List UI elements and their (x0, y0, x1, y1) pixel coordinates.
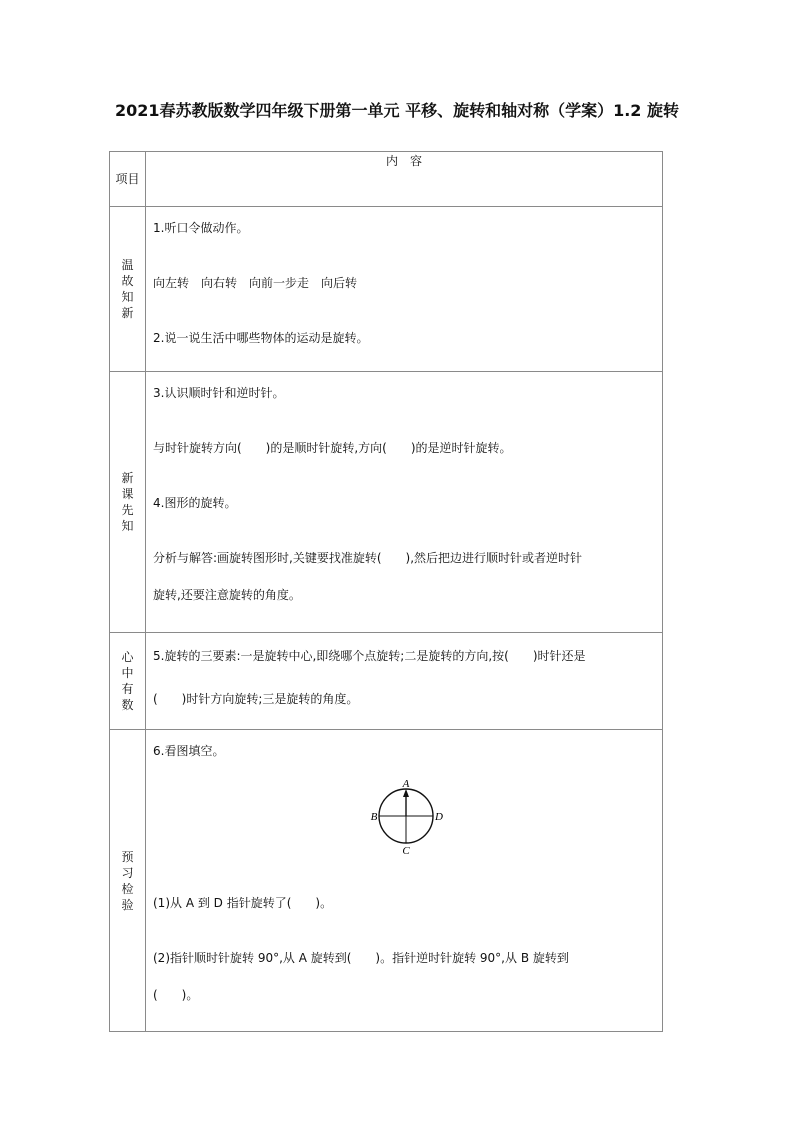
rotation-diagram (361, 776, 451, 856)
section-label: 温故知新 (110, 207, 146, 372)
header-item: 项目 (110, 152, 146, 207)
section-content (146, 633, 663, 730)
label-d: D (434, 811, 443, 823)
section-content (146, 207, 663, 372)
text-line: 分析与解答:画旋转图形时,关键要找准旋转( ),然后把边进行顺时针或者逆时针 (153, 551, 583, 565)
text-line: 3.认识顺时针和逆时针。 (153, 386, 285, 400)
section-content (146, 730, 663, 1032)
table-header-row (110, 152, 663, 207)
text-line: 6.看图填空。 (153, 744, 225, 758)
label-a: A (402, 778, 409, 790)
header-content: 内 容 (146, 152, 663, 207)
section-content (146, 372, 663, 633)
label-b: B (370, 811, 377, 823)
text-line: 与时针旋转方向( )的是顺时针旋转,方向( )的是逆时针旋转。 (153, 441, 512, 455)
label-c: C (401, 845, 410, 856)
text-line: 4.图形的旋转。 (153, 496, 237, 510)
section-label: 心中有数 (110, 633, 146, 730)
document-title: 2021春苏教版数学四年级下册第一单元 平移、旋转和轴对称（学案）1.2 旋转 (114, 101, 680, 120)
section-label: 新课先知 (110, 372, 146, 633)
section-summary (110, 633, 663, 730)
section-label: 预习检验 (110, 730, 146, 1032)
text-line: 旋转,还要注意旋转的角度。 (153, 588, 301, 602)
text-line: 向左转 向右转 向前一步走 向后转 (153, 276, 358, 290)
text-line: (1)从 A 到 D 指针旋转了( )。 (153, 896, 333, 910)
lesson-table (109, 151, 663, 1032)
text-line: 2.说一说生活中哪些物体的运动是旋转。 (153, 331, 369, 345)
section-review (110, 207, 663, 372)
text-line: (2)指针顺时针旋转 90°,从 A 旋转到( )。指针逆时针旋转 90°,从 B 旋转到 (153, 951, 569, 965)
text-line: ( )时针方向旋转;三是旋转的角度。 (153, 692, 359, 706)
text-line: ( )。 (153, 988, 199, 1002)
text-line: 5.旋转的三要素:一是旋转中心,即绕哪个点旋转;二是旋转的方向,按( )时针还是 (153, 649, 586, 663)
section-preview (110, 372, 663, 633)
arrow-up-icon (403, 789, 409, 797)
section-check (110, 730, 663, 1032)
text-line: 1.听口令做动作。 (153, 221, 249, 235)
